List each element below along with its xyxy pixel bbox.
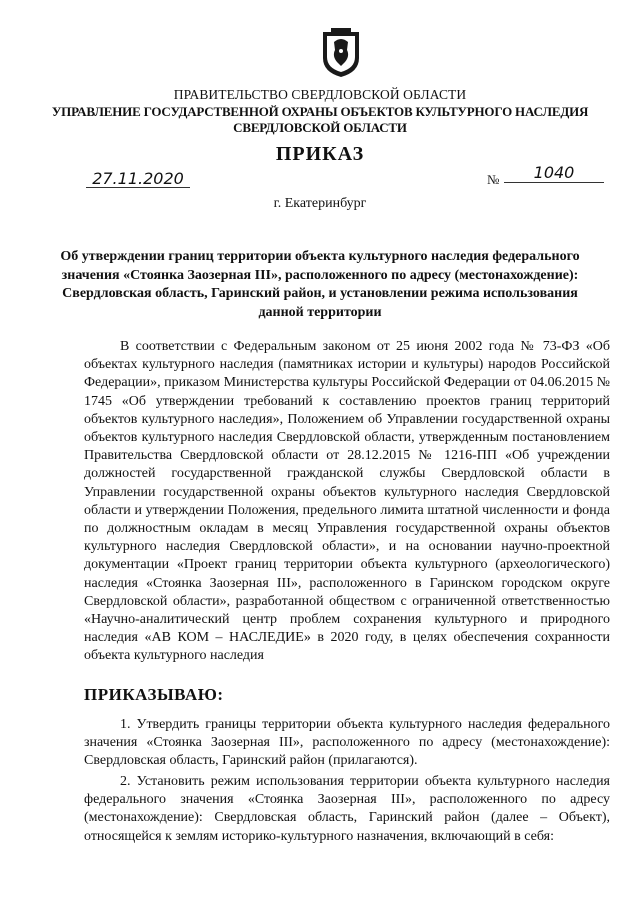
order-number: 1040: [504, 164, 604, 183]
document-type: ПРИКАЗ: [275, 143, 365, 165]
city: г. Екатеринбург: [273, 196, 367, 211]
document-title: Об утверждении границ территории объекта культурного наследия федерального значения «Стоянка Заозерная III», расположенного по адресу (местонахождение): Свердловская область, Гаринский район, и установлении режима использования данной территории: [60, 249, 580, 320]
order-date: 27.11.2020: [86, 171, 190, 188]
order-item-1: 1. Утвердить границы территории объекта культурного наследия федерального значения «Стоянка Заозерная III», расположенного по адресу (местонахождение): Свердловская область, Гаринский район (прилагаются).: [84, 717, 610, 769]
number-label: №: [487, 172, 500, 187]
order-heading: ПРИКАЗЫВАЮ:: [84, 685, 224, 704]
preamble-paragraph: В соответствии с Федеральным законом от 25 июня 2002 года № 73-ФЗ «Об объектах культурного наследия (памятниках истории и культуры) народов Российской Федерации», приказом Министерства культуры Российской Федерации от 04.06.2015 № 1745 «Об утверждении требований к составлению проектов границ территорий объектов культурного наследия», Положением об Управлении государственной охраны объектов культурного наследия Свердловской области, утвержденным постановлением Правительства Свердловской области от 28.12.2015 № 1216-ПП «Об учреждении должностей государственной гражданской службы Свердловской области в Управлении государственной охраны объектов культурного наследия Свердловской области и утверждении Положения, предельного лимита штатной численности и фонда по должностным окладам в месяц Управления государственной охраны объектов культурного наследия Свердловской области», и на основании научно-проектной документации «Проект границ территории объекта культурного (археологического) наследия «Стоянка Заозерная III», расположенного в Гаринском городском округе Свердловской области», разработанной обществом с ограниченной ответственностью «Научно-аналитический центр проблем сохранения культурного и природного наследия «АВ КОМ – НАСЛЕДИЕ» в 2020 году, в целях обеспечения сохранности объекта культурного наследия: [84, 339, 610, 664]
government-name: ПРАВИТЕЛЬСТВО СВЕРДЛОВСКОЙ ОБЛАСТИ: [173, 87, 467, 102]
order-item-2: 2. Установить режим использования территории объекта культурного наследия федерального значения «Стоянка Заозерная III», расположенного по адресу (местонахождение): Свердловская область, Гаринский район (далее – Объект), относящейся к землям историко-культурного назначения, включающий в себя:: [84, 774, 610, 844]
department-name: УПРАВЛЕНИЕ ГОСУДАРСТВЕННОЙ ОХРАНЫ ОБЪЕКТОВ КУЛЬТУРНОГО НАСЛЕДИЯ СВЕРДЛОВСКОЙ ОБЛАСТИ: [51, 104, 589, 135]
coat-of-arms-emblem: [320, 28, 362, 78]
